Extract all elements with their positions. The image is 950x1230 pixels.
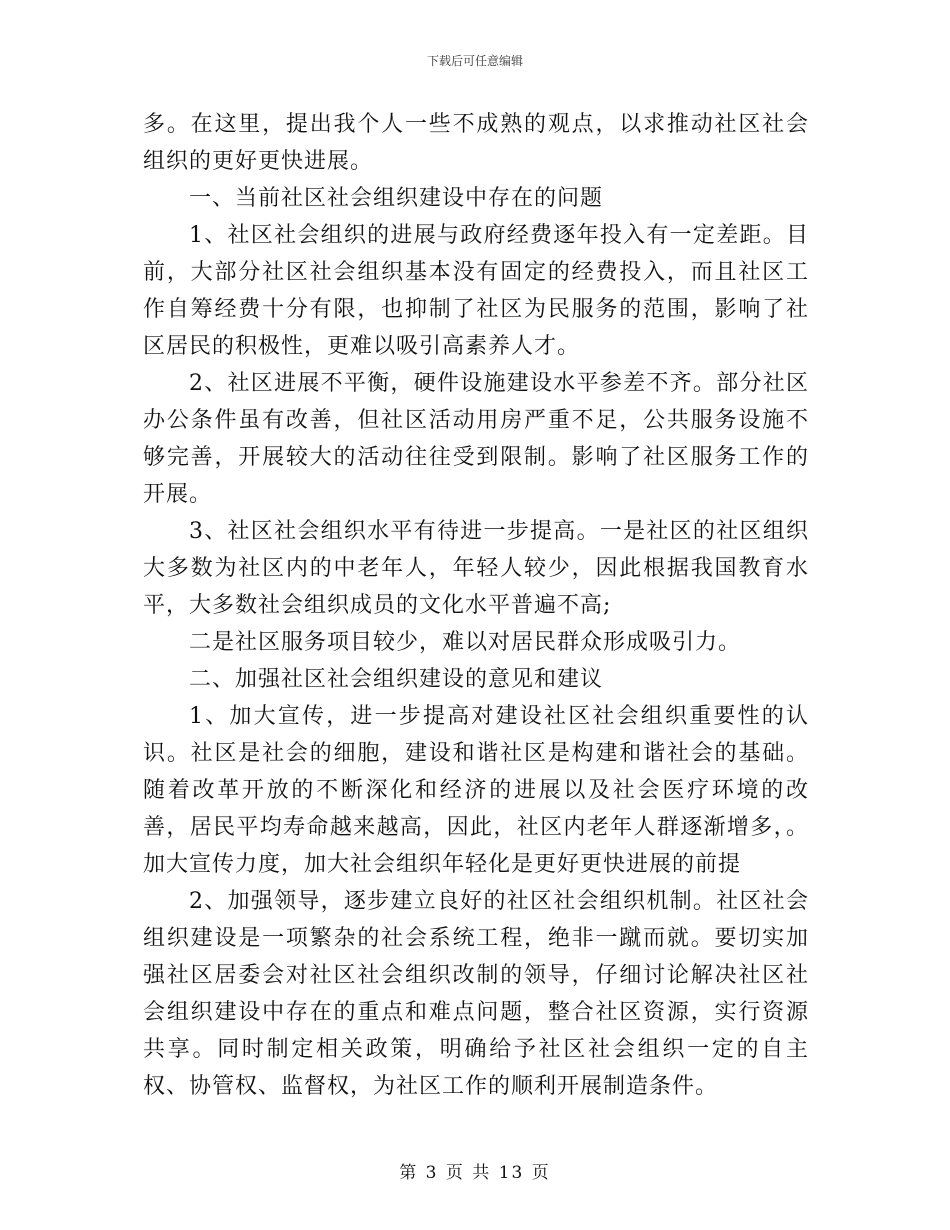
paragraph-problem-3: 3、社区社会组织水平有待进一步提高。一是社区的社区组织大多数为社区内的中老年人，年轻人较少，因此根据我国教育水平，大多数社会组织成员的文化水平普遍不高; (143, 519, 809, 618)
paragraph-suggestion-2: 2、加强领导，逐步建立良好的社区社会组织机制。社区社会组织建设是一项繁杂的社会系统工程，绝非一蹴而就。要切实加强社区居委会对社区社会组织改制的领导，仔细讨论解决社区社会组织建设中存在的重点和难点问题，整合社区资源，实行资源共享。同时制定相关政策，明确给予社区社会组织一定的自主权、协管权、监督权，为社区工作的顺利开展制造条件。 (143, 889, 809, 1099)
paragraph-problem-3-cont: 二是社区服务项目较少，难以对居民群众形成吸引力。 (189, 630, 742, 655)
paragraph-problem-2: 2、社区进展不平衡，硬件设施建设水平参差不齐。部分社区办公条件虽有改善，但社区活动用房严重不足，公共服务设施不够完善，开展较大的活动往往受到限制。影响了社区服务工作的开展。 (143, 371, 809, 507)
paragraph-problem-1: 1、社区社会组织的进展与政府经费逐年投入有一定差距。目前，大部分社区社会组织基本没有固定的经费投入，而且社区工作自筹经费十分有限，也抑制了社区为民服务的范围，影响了社区居民的积极性，更难以吸引高素养人才。 (143, 223, 809, 359)
paragraph-continuation: 多。在这里，提出我个人一些不成熟的观点，以求推动社区社会组织的更好更快进展。 (143, 112, 809, 174)
page-header: 下载后可任意编辑 (426, 54, 523, 68)
paragraph-suggestion-1: 1、加大宣传，进一步提高对建设社区社会组织重要性的认识。社区是社会的细胞，建设和谐社区是构建和谐社会的基础。随着改革开放的不断深化和经济的进展以及社会医疗环境的改善，居民平均寿命越来越高，因此，社区内老年人群逐渐增多，。加大宣传力度，加大社会组织年轻化是更好更快进展的前提 (143, 704, 809, 877)
page-number-footer: 第 3 页 共 13 页 (399, 1163, 551, 1183)
section-heading-problems: 一、当前社区社会组织建设中存在的问题 (189, 186, 604, 211)
document-body (143, 106, 809, 1105)
section-heading-suggestions: 二、加强社区社会组织建设的意见和建议 (189, 667, 604, 692)
